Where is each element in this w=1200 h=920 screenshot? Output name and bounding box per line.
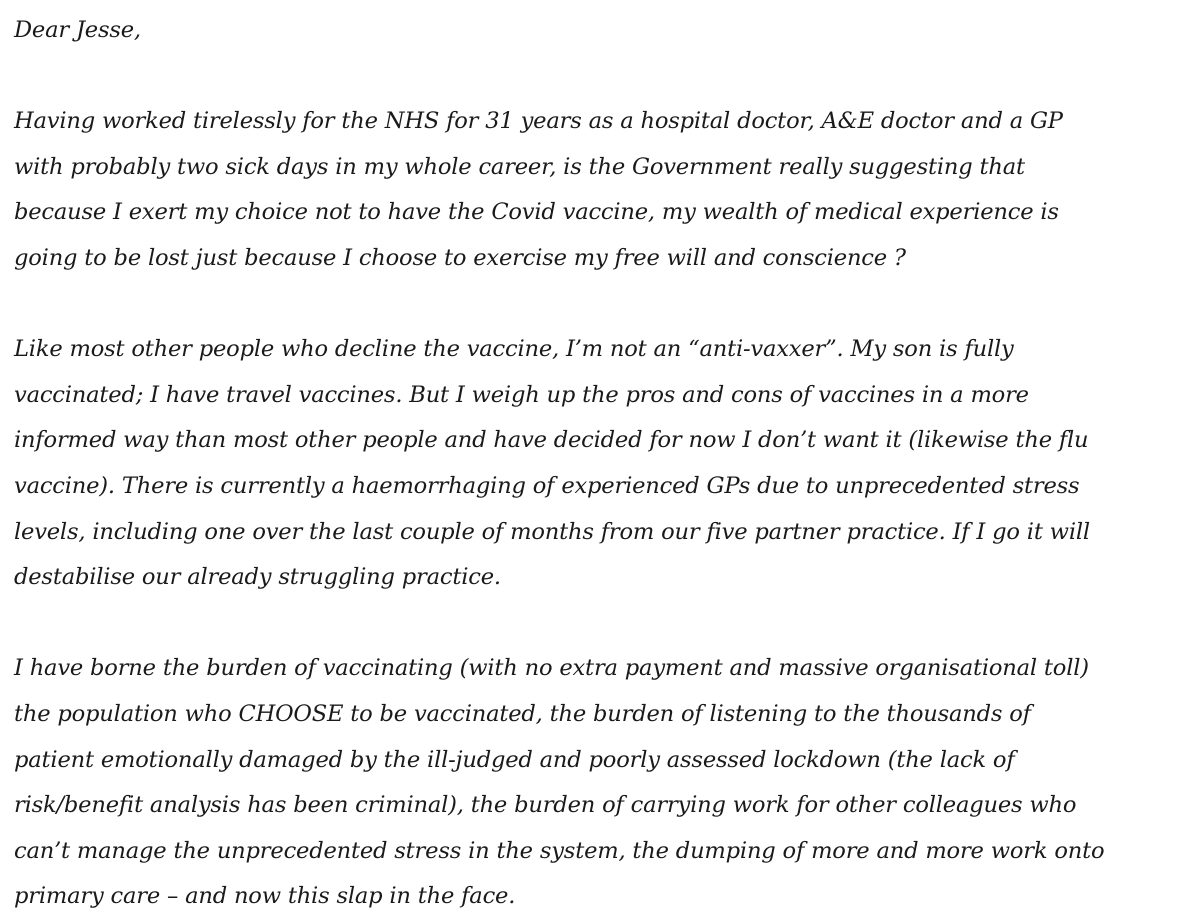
paragraph-line: can’t manage the unprecedented stress in the system, the dumping of more and more work onto — [14, 837, 1105, 864]
paragraph-line: going to be lost just because I choose to exercise my free will and conscience ? — [14, 244, 906, 271]
paragraph-line: risk/benefit analysis has been criminal), the burden of carrying work for other colleagues who — [14, 792, 1077, 819]
paragraph-line: vaccinated; I have travel vaccines. But I weigh up the pros and cons of vaccines in a more — [14, 381, 1029, 408]
paragraph-line: the population who CHOOSE to be vaccinated, the burden of listening to the thousands of — [14, 700, 1031, 727]
paragraph-line: vaccine). There is currently a haemorrhaging of experienced GPs due to unprecedented stress — [14, 472, 1080, 499]
paragraph-line: patient emotionally damaged by the ill-judged and poorly assessed lockdown (the lack of — [14, 746, 1015, 773]
letter-body — [14, 8, 1194, 920]
letter-greeting: Dear Jesse, — [14, 17, 141, 43]
paragraph-line: Having worked tirelessly for the NHS for 31 years as a hospital doctor, A&E doctor and a GP — [14, 108, 1063, 135]
paragraph-line: Like most other people who decline the vaccine, I’m not an “anti-vaxxer”. My son is fully — [14, 336, 1014, 363]
paragraph-line: destabilise our already struggling practice. — [14, 564, 501, 591]
paragraph-3 — [14, 646, 1194, 920]
paragraph-line: with probably two sick days in my whole career, is the Government really suggesting that — [14, 153, 1025, 180]
paragraph-2 — [14, 327, 1194, 601]
paragraph-line: because I exert my choice not to have the Covid vaccine, my wealth of medical experience is — [14, 199, 1059, 226]
paragraph-line: I have borne the burden of vaccinating (with no extra payment and massive organisational toll) — [14, 655, 1089, 682]
paragraph-line: primary care – and now this slap in the face. — [14, 883, 516, 910]
paragraph-1 — [14, 99, 1194, 281]
paragraph-line: levels, including one over the last couple of months from our five partner practice. If I go it will — [14, 518, 1090, 545]
paragraph-line: informed way than most other people and have decided for now I don’t want it (likewise the flu — [14, 427, 1089, 454]
